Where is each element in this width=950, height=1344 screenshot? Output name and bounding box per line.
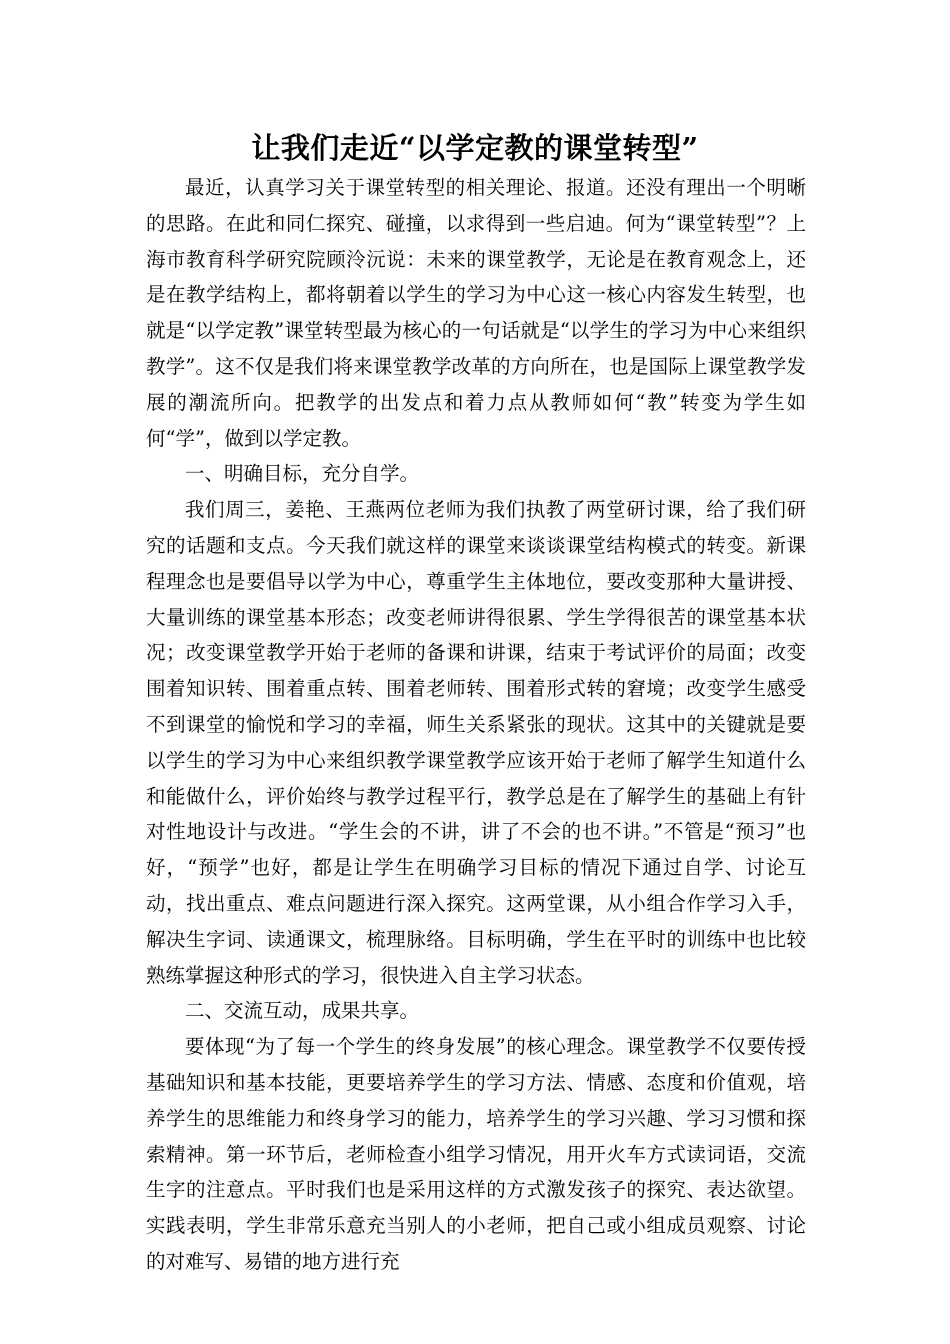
paragraph-section-2: 要体现“为了每一个学生的终身发展”的核心理念。课堂教学不仅要传授基础知识和基本技能，更要培养学生的学习方法、情感、态度和价值观，培养学生的思维能力和终身学习的能力，培养学生的学习兴趣、学习习惯和探索精神。第一环节后，老师检查小组学习情况，用开火车方式读词语，交流生字的注意点。平时我们也是采用这样的方式激发孩子的探究、表达欲望。实践表明，学生非常乐意充当别人的小老师，把自己或小组成员观察、讨论的对难写、易错的地方进行充 [146,1035,806,1273]
section-heading-2: 二、交流互动，成果共享。 [185,999,420,1023]
paragraph-section-1: 我们周三，姜艳、王燕两位老师为我们执教了两堂研讨课，给了我们研究的话题和支点。今天我们就这样的课堂来谈谈课堂结构模式的转变。新课程理念也是要倡导以学为中心，尊重学生主体地位，要改变那种大量讲授、大量训练的课堂基本形态；改变老师讲得很累、学生学得很苦的课堂基本状况；改变课堂教学开始于老师的备课和讲课，结束于考试评价的局面；改变围着知识转、围着重点转、围着老师转、围着形式转的窘境；改变学生感受不到课堂的愉悦和学习的幸福，师生关系紧张的现状。这其中的关键就是要以学生的学习为中心来组织教学课堂教学应该开始于老师了解学生知道什么和能做什么，评价始终与教学过程平行，教学总是在了解学生的基础上有针对性地设计与改进。“学生会的不讲，讲了不会的也不讲。”不管是“预习”也好，“预学”也好，都是让学生在明确学习目标的情况下通过自学、讨论互动，找出重点、难点问题进行深入探究。这两堂课，从小组合作学习入手，解决生字词、读通课文，梳理脉络。目标明确，学生在平时的训练中也比较熟练掌握这种形式的学习，很快进入自主学习状态。 [146,498,806,987]
document-body [146,170,806,1280]
section-heading-1: 一、明确目标，充分自学。 [185,462,420,486]
paragraph-intro: 最近，认真学习关于课堂转型的相关理论、报道。还没有理出一个明晰的思路。在此和同仁探究、碰撞，以求得到一些启迪。何为“课堂转型”？上海市教育科学研究院顾泠沅说：未来的课堂教学，无论是在教育观念上，还是在教学结构上，都将朝着以学生的学习为中心这一核心内容发生转型，也就是“以学定教”课堂转型最为核心的一句话就是“以学生的学习为中心来组织教学”。这不仅是我们将来课堂教学改革的方向所在，也是国际上课堂教学发展的潮流所向。把教学的出发点和着力点从教师如何“教”转变为学生如何“学”，做到以学定教。 [146,176,806,450]
document-title: 让我们走近“以学定教的课堂转型” [251,131,699,165]
